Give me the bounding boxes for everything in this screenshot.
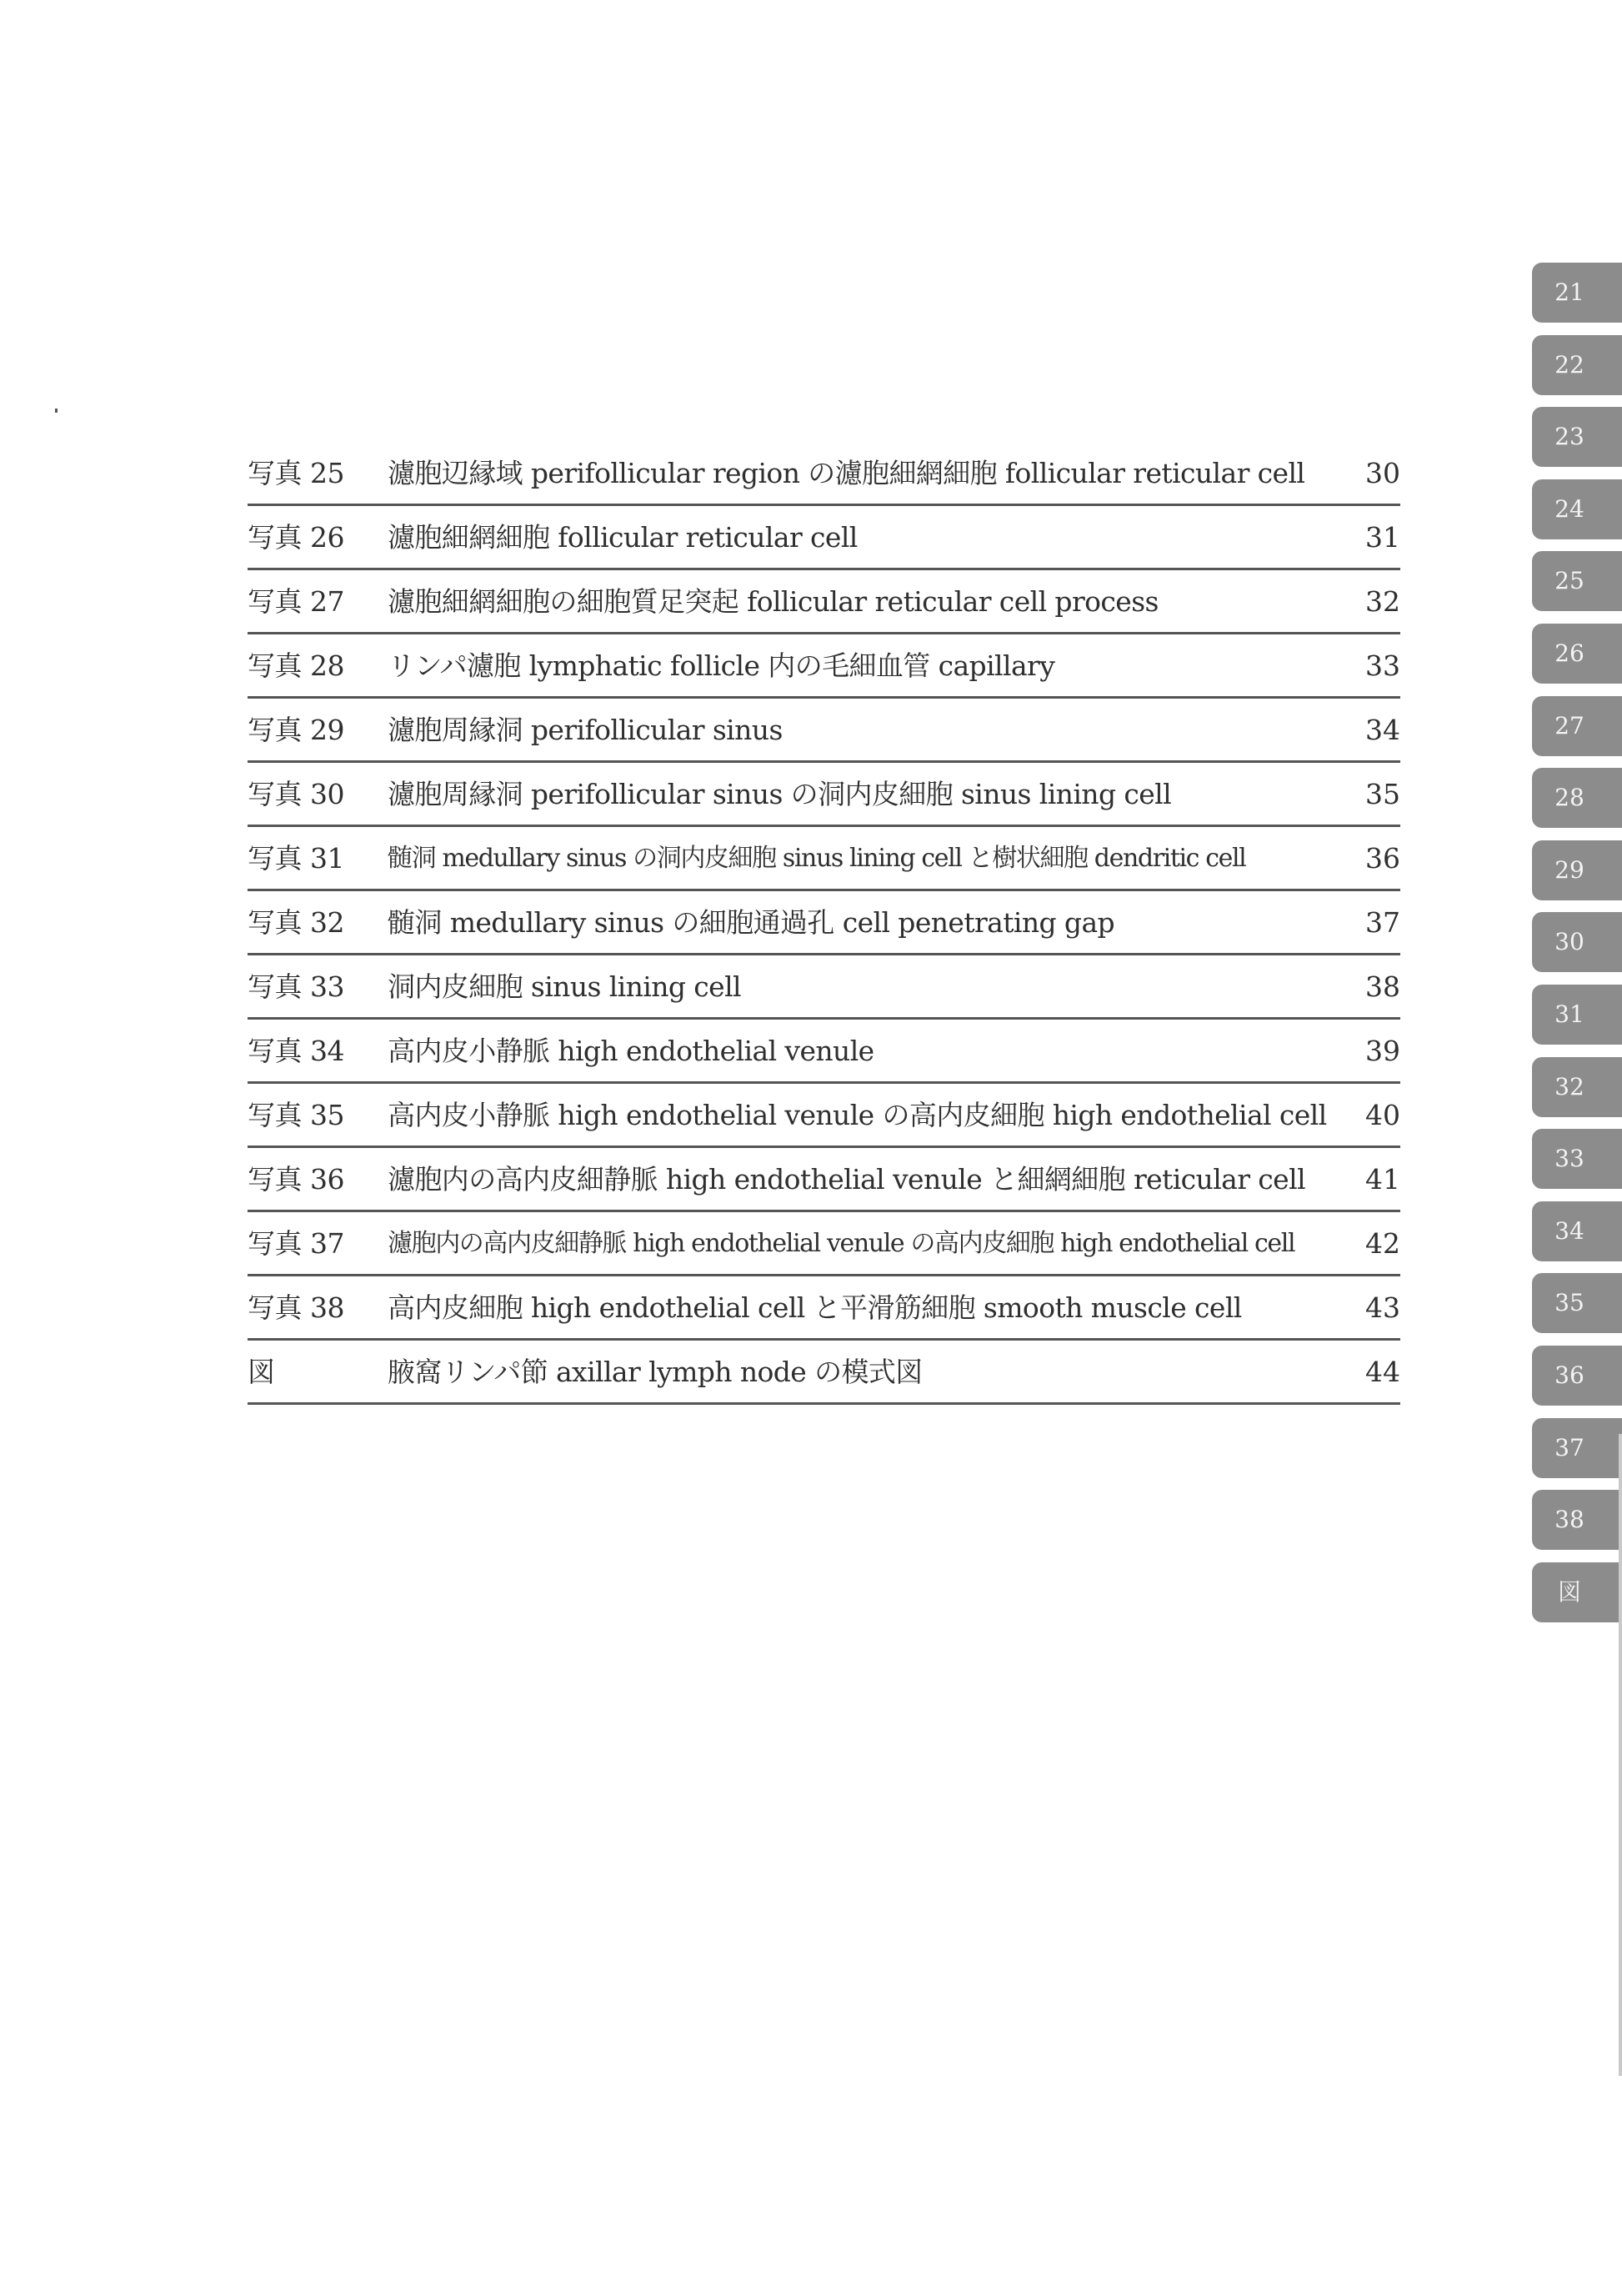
toc-page-number: 31 <box>1365 521 1400 554</box>
toc-label: 写真 31 <box>248 842 344 875</box>
toc-title: 濾胞辺縁域 perifollicular region の濾胞細網細胞 follicular reticular cell <box>388 457 1305 489</box>
toc-label: 写真 30 <box>248 778 344 810</box>
toc-title: 濾胞内の高内皮細静脈 high endothelial venule と細網細胞 reticular cell <box>388 1163 1306 1196</box>
toc-row-photo-27[interactable] <box>248 570 1400 634</box>
toc-label: 写真 26 <box>248 521 344 554</box>
side-tab-35[interactable]: 35 <box>1532 1273 1622 1333</box>
toc-page-number: 36 <box>1365 842 1400 875</box>
toc-label: 写真 28 <box>248 649 344 682</box>
toc-label: 写真 35 <box>248 1099 344 1131</box>
toc-row-photo-34[interactable] <box>248 1020 1400 1084</box>
side-tab-31[interactable]: 31 <box>1532 985 1622 1045</box>
side-tab-25[interactable]: 25 <box>1532 551 1622 611</box>
toc-page-number: 39 <box>1365 1035 1400 1067</box>
side-tab-22[interactable]: 22 <box>1532 335 1622 395</box>
page-edge-line <box>1619 1434 1622 2076</box>
toc-label: 図 <box>248 1356 275 1388</box>
side-tab-32[interactable]: 32 <box>1532 1057 1622 1117</box>
toc-page-number: 35 <box>1365 778 1400 810</box>
side-tab-30[interactable]: 30 <box>1532 912 1622 972</box>
toc-title: 濾胞細網細胞の細胞質足突起 follicular reticular cell process <box>388 585 1159 618</box>
toc-row-photo-30[interactable] <box>248 763 1400 827</box>
toc-label: 写真 29 <box>248 714 344 746</box>
toc-label: 写真 38 <box>248 1291 344 1324</box>
scan-mark <box>55 409 58 413</box>
toc-title: 高内皮細胞 high endothelial cell と平滑筋細胞 smooth muscle cell <box>388 1291 1242 1324</box>
toc-title: 高内皮小静脈 high endothelial venule の高内皮細胞 high endothelial cell <box>388 1099 1327 1131</box>
toc-page-number: 41 <box>1365 1163 1400 1196</box>
toc-row-photo-37[interactable] <box>248 1212 1400 1276</box>
side-tab-33[interactable]: 33 <box>1532 1129 1622 1189</box>
toc-label: 写真 33 <box>248 970 344 1003</box>
toc-row-photo-25[interactable] <box>248 442 1400 506</box>
toc-page-number: 44 <box>1365 1356 1400 1388</box>
toc-page-number: 37 <box>1365 906 1400 939</box>
toc-title: 腋窩リンパ節 axillar lymph node の模式図 <box>388 1356 923 1388</box>
toc-page-number: 33 <box>1365 649 1400 682</box>
toc-title: 濾胞内の高内皮細静脈 high endothelial venule の高内皮細胞 high endothelial cell <box>388 1229 1295 1258</box>
toc-title: 髄洞 medullary sinus の細胞通過孔 cell penetrating gap <box>388 906 1115 939</box>
table-of-contents <box>248 442 1400 1405</box>
side-tab-26[interactable]: 26 <box>1532 624 1622 684</box>
toc-row-photo-28[interactable] <box>248 634 1400 699</box>
toc-page-number: 42 <box>1365 1227 1400 1260</box>
side-tab-34[interactable]: 34 <box>1532 1201 1622 1261</box>
toc-title: 濾胞細網細胞 follicular reticular cell <box>388 521 858 554</box>
side-tab-21[interactable]: 21 <box>1532 263 1622 323</box>
toc-row-photo-32[interactable] <box>248 891 1400 955</box>
side-tab-23[interactable]: 23 <box>1532 407 1622 467</box>
toc-row-photo-33[interactable] <box>248 955 1400 1020</box>
side-tab-29[interactable]: 29 <box>1532 840 1622 900</box>
toc-label: 写真 25 <box>248 457 344 489</box>
toc-page-number: 30 <box>1365 457 1400 489</box>
side-tab-27[interactable]: 27 <box>1532 696 1622 756</box>
toc-label: 写真 37 <box>248 1227 344 1260</box>
toc-page-number: 40 <box>1365 1099 1400 1131</box>
toc-page-number: 34 <box>1365 714 1400 746</box>
toc-title: 濾胞周縁洞 perifollicular sinus <box>388 714 783 746</box>
toc-row-photo-26[interactable] <box>248 506 1400 570</box>
toc-row-photo-36[interactable] <box>248 1148 1400 1212</box>
toc-title: 洞内皮細胞 sinus lining cell <box>388 970 742 1003</box>
toc-title: リンパ濾胞 lymphatic follicle 内の毛細血管 capillary <box>388 649 1055 682</box>
toc-row-photo-31[interactable] <box>248 827 1400 891</box>
side-tab-37[interactable]: 37 <box>1532 1418 1622 1478</box>
side-tab-38[interactable]: 38 <box>1532 1490 1622 1550</box>
toc-page-number: 43 <box>1365 1291 1400 1324</box>
toc-row-photo-38[interactable] <box>248 1276 1400 1341</box>
toc-row-photo-35[interactable] <box>248 1084 1400 1148</box>
side-tab-36[interactable]: 36 <box>1532 1346 1622 1406</box>
toc-title: 高内皮小静脈 high endothelial venule <box>388 1035 874 1067</box>
toc-page-number: 38 <box>1365 970 1400 1003</box>
side-tab-28[interactable]: 28 <box>1532 768 1622 828</box>
toc-row-figure[interactable] <box>248 1341 1400 1405</box>
toc-label: 写真 32 <box>248 906 344 939</box>
toc-label: 写真 27 <box>248 585 344 618</box>
toc-page-number: 32 <box>1365 585 1400 618</box>
toc-row-photo-29[interactable] <box>248 699 1400 763</box>
toc-title: 髄洞 medullary sinus の洞内皮細胞 sinus lining cell と樹状細胞 dendritic cell <box>388 844 1246 873</box>
side-tab-figure[interactable]: 図 <box>1532 1562 1622 1622</box>
toc-label: 写真 34 <box>248 1035 344 1067</box>
side-tab-24[interactable]: 24 <box>1532 479 1622 539</box>
toc-title: 濾胞周縁洞 perifollicular sinus の洞内皮細胞 sinus lining cell <box>388 778 1172 810</box>
side-index-tabs <box>1532 263 1622 1634</box>
toc-label: 写真 36 <box>248 1163 344 1196</box>
